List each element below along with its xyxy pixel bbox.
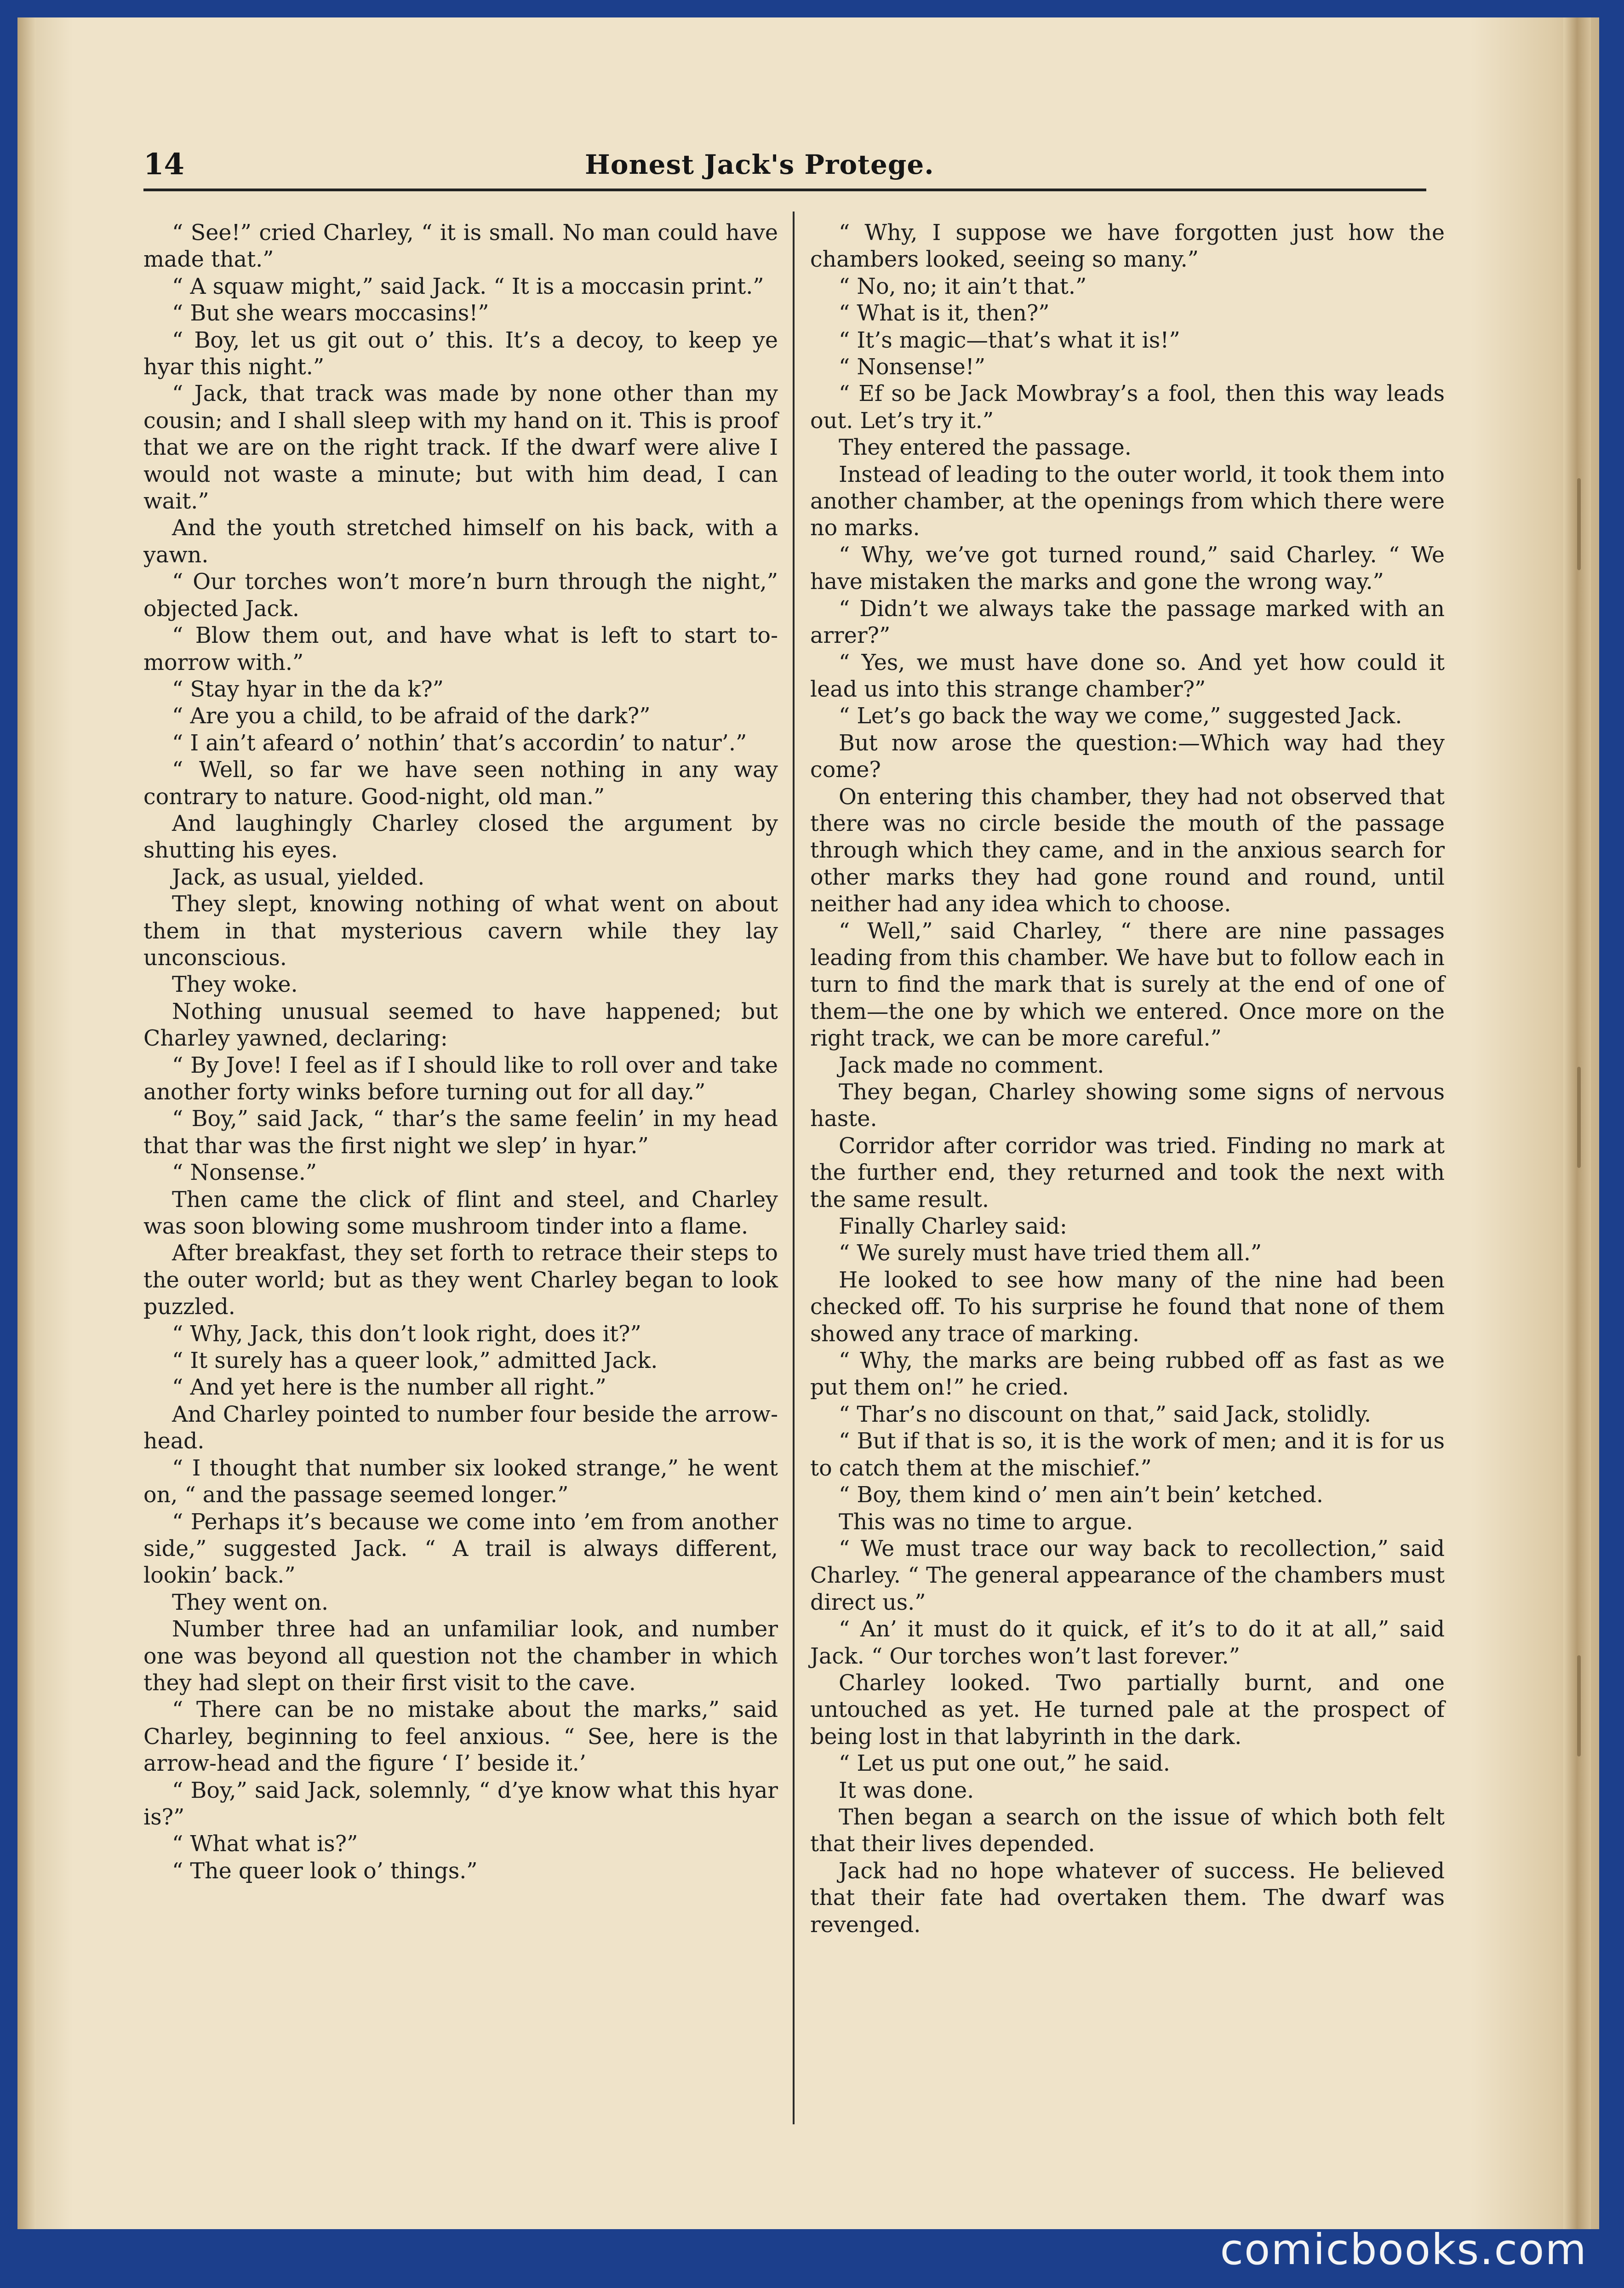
running-title: Honest Jack's Protege. bbox=[585, 149, 934, 180]
paragraph: They went on. bbox=[172, 1590, 329, 1615]
page-number: 14 bbox=[143, 147, 185, 182]
paragraph: “ Boy, them kind o’ men ain’t bein’ ketched. bbox=[839, 1482, 1323, 1508]
paragraph: Then came the click of flint and steel, and Charley was soon blowing some mushroom tinder into a flame. bbox=[143, 1187, 778, 1240]
paragraph: They entered the passage. bbox=[839, 435, 1132, 461]
paragraph: “ But if that is so, it is the work of men; and it is for us to catch them at the mischief.” bbox=[810, 1429, 1445, 1481]
paragraph: “ Ef so be Jack Mowbray’s a fool, then this way leads out. Let’s try it.” bbox=[810, 381, 1445, 434]
page-header bbox=[143, 143, 1426, 193]
watermark: comicbooks.com bbox=[1220, 2225, 1587, 2274]
paragraph: And laughingly Charley closed the argument by shutting his eyes. bbox=[143, 811, 778, 864]
paragraph: Corridor after corridor was tried. Finding no mark at the further end, they returned and took the next with the same result. bbox=[810, 1133, 1445, 1213]
paragraph: “ Nonsense!” bbox=[839, 355, 986, 380]
paragraph: “ What what is?” bbox=[172, 1831, 358, 1857]
left-column bbox=[143, 220, 778, 1885]
paragraph: “ Let’s go back the way we come,” suggested Jack. bbox=[839, 704, 1402, 729]
paragraph: “ And yet here is the number all right.” bbox=[172, 1375, 606, 1401]
paragraph: “ Nonsense.” bbox=[172, 1160, 317, 1186]
paragraph: “ Yes, we must have done so. And yet how could it lead us into this strange chamber?” bbox=[810, 650, 1445, 702]
paragraph: “ We surely must have tried them all.” bbox=[839, 1241, 1262, 1266]
paragraph: “ No, no; it ain’t that.” bbox=[839, 274, 1087, 299]
paragraph: And the youth stretched himself on his back, with a yawn. bbox=[143, 515, 778, 568]
paragraph: This was no time to argue. bbox=[839, 1509, 1133, 1535]
paragraph: “ Boy,” said Jack, solemnly, “ d’ye know what this hyar is?” bbox=[143, 1778, 778, 1830]
paragraph: They woke. bbox=[172, 972, 298, 998]
paragraph: “ By Jove! I feel as if I should like to roll over and take another forty winks before turning out for all day.” bbox=[143, 1052, 778, 1105]
paragraph: Finally Charley said: bbox=[839, 1214, 1067, 1240]
paragraph: Instead of leading to the outer world, it took them into another chamber, at the openings from which there were no marks. bbox=[810, 462, 1445, 541]
paragraph: Then began a search on the issue of which both felt that their lives depended. bbox=[810, 1804, 1445, 1857]
paragraph: They began, Charley showing some signs of nervous haste. bbox=[810, 1080, 1445, 1132]
binding-stitch bbox=[1577, 1655, 1581, 1756]
page-left-edge bbox=[17, 17, 36, 2229]
paragraph: “ See!” cried Charley, “ it is small. No man could have made that.” bbox=[143, 220, 778, 273]
binding-stitch bbox=[1577, 1067, 1581, 1168]
paragraph: Nothing unusual seemed to have happened; but Charley yawned, declaring: bbox=[143, 999, 778, 1052]
paragraph: And Charley pointed to number four beside the arrow-head. bbox=[143, 1401, 778, 1454]
paragraph: He looked to see how many of the nine had been checked off. To his surprise he found that none of them showed any trace of marking. bbox=[810, 1267, 1445, 1347]
paragraph: “ What is it, then?” bbox=[839, 301, 1050, 326]
paragraph: It was done. bbox=[839, 1778, 974, 1803]
paragraph: “ Didn’t we always take the passage marked with an arrer?” bbox=[810, 596, 1445, 649]
paragraph: Number three had an unfamiliar look, and number one was beyond all question not the chamber in which they had slept on their first visit to the cave. bbox=[143, 1617, 778, 1696]
binding-stitch bbox=[1577, 478, 1581, 570]
right-column bbox=[810, 220, 1445, 1939]
paragraph: Jack made no comment. bbox=[839, 1052, 1104, 1078]
paragraph: “ Let us put one out,” he said. bbox=[839, 1751, 1170, 1777]
paragraph: “ Boy,” said Jack, “ thar’s the same feelin’ in my head that thar was the first night we slep’ in hyar.” bbox=[143, 1106, 778, 1159]
paragraph: “ An’ it must do it quick, ef it’s to do it at all,” said Jack. “ Our torches won’t last forever.” bbox=[810, 1617, 1445, 1669]
paragraph: “ Our torches won’t more’n burn through the night,” objected Jack. bbox=[143, 569, 778, 622]
paragraph: Jack, as usual, yielded. bbox=[172, 864, 425, 890]
paragraph: Charley looked. Two partially burnt, and one untouched as yet. He turned pale at the prospect of being lost in that labyrinth in the dark. bbox=[810, 1670, 1445, 1750]
paragraph: “ Well, so far we have seen nothing in any way contrary to nature. Good-night, old man.” bbox=[143, 757, 778, 810]
paragraph: “ I thought that number six looked strange,” he went on, “ and the passage seemed longer.” bbox=[143, 1455, 778, 1508]
paragraph: “ Jack, that track was made by none other than my cousin; and I shall sleep with my hand on it. This is proof that we are on the right track. If the dwarf were alive I would not waste a minute; but with him dead, I can wait.” bbox=[143, 381, 778, 515]
column-rule bbox=[793, 212, 795, 2124]
paragraph: “ Why, we’ve got turned round,” said Charley. “ We have mistaken the marks and gone the wrong way.” bbox=[810, 542, 1445, 595]
paragraph: Jack had no hope whatever of success. He believed that their fate had overtaken them. The dwarf was revenged. bbox=[810, 1858, 1445, 1938]
paragraph: After breakfast, they set forth to retrace their steps to the outer world; but as they went Charley began to look puzzled. bbox=[143, 1241, 778, 1320]
paragraph: “ A squaw might,” said Jack. “ It is a moccasin print.” bbox=[172, 274, 764, 299]
paragraph: “ We must trace our way back to recollection,” said Charley. “ The general appearance of the chambers must direct us.” bbox=[810, 1536, 1445, 1615]
paragraph: “ Well,” said Charley, “ there are nine passages leading from this chamber. We have but to follow each in turn to find the mark that is surely at the end of one of them—the one by which we entered. Once more on the right track, we can be more careful.” bbox=[810, 918, 1445, 1052]
paragraph: But now arose the question:—Which way had they come? bbox=[810, 730, 1445, 783]
paragraph: “ Boy, let us git out o’ this. It’s a decoy, to keep ye hyar this night.” bbox=[143, 327, 778, 380]
paragraph: “ The queer look o’ things.” bbox=[172, 1858, 478, 1884]
paragraph: “ Blow them out, and have what is left to start to-morrow with.” bbox=[143, 623, 778, 675]
paragraph: “ Are you a child, to be afraid of the dark?” bbox=[172, 704, 651, 729]
paragraph: On entering this chamber, they had not observed that there was no circle beside the mouth of the passage through which they came, and in the anxious search for other marks they had gone round and round, until neither had any idea which to choose. bbox=[810, 784, 1445, 917]
paragraph: They slept, knowing nothing of what went on about them in that mysterious cavern while they lay unconscious. bbox=[143, 892, 778, 971]
paragraph: “ It’s magic—that’s what it is!” bbox=[839, 327, 1180, 353]
paragraph: “ Why, Jack, this don’t look right, does it?” bbox=[172, 1321, 641, 1347]
paragraph: “ Perhaps it’s because we come into ’em from another side,” suggested Jack. “ A trail is always different, lookin’ back.” bbox=[143, 1509, 778, 1589]
paragraph: “ I ain’t afeard o’ nothin’ that’s accordin’ to natur’.” bbox=[172, 730, 747, 756]
paragraph: “ There can be no mistake about the marks,” said Charley, beginning to feel anxious. “ See, here is the arrow-head and the figure ‘ I’ beside it.’ bbox=[143, 1697, 778, 1777]
paragraph: “ Thar’s no discount on that,” said Jack, stolidly. bbox=[839, 1401, 1371, 1427]
paragraph: “ Stay hyar in the da k?” bbox=[172, 676, 444, 702]
paragraph: “ But she wears moccasins!” bbox=[172, 301, 489, 326]
header-rule bbox=[143, 189, 1426, 191]
paragraph: “ Why, I suppose we have forgotten just how the chambers looked, seeing so many.” bbox=[810, 220, 1445, 273]
paragraph: “ It surely has a queer look,” admitted Jack. bbox=[172, 1348, 658, 1374]
paragraph: “ Why, the marks are being rubbed off as fast as we put them on!” he cried. bbox=[810, 1348, 1445, 1401]
